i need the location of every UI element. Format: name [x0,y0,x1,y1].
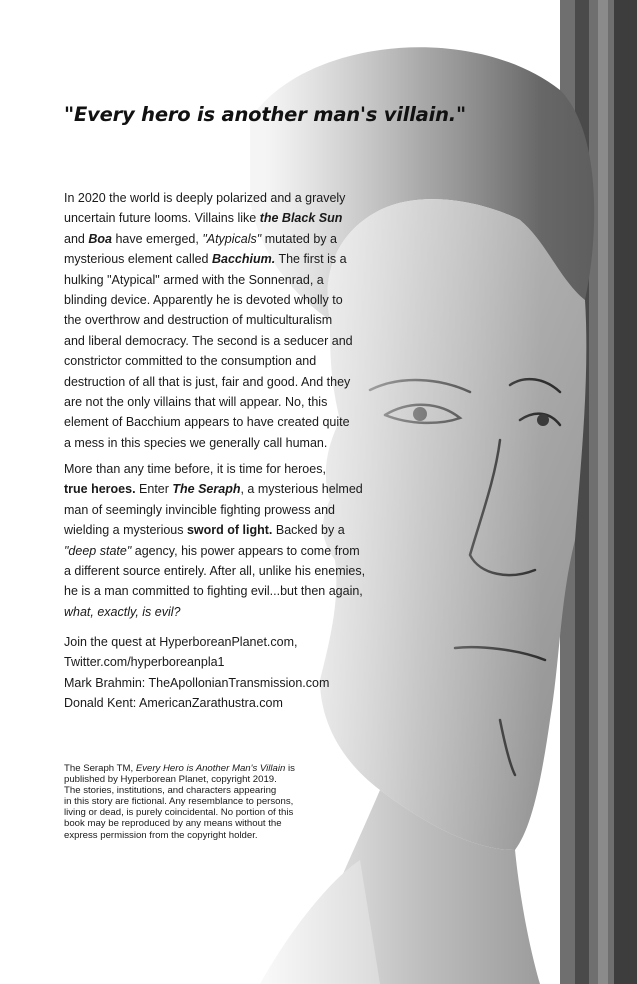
heroes-line-3: man of seemingly invincible fighting prowess and [64,502,335,517]
twitter-link[interactable]: Twitter.com/hyperboreanpla1 [64,655,225,670]
legal-line-7: express permission from the copyright holder. [64,829,258,841]
intro-line-6: blinding device. Apparently he is devoted wholly to [64,293,343,308]
heroes-line-4: wielding a mysterious sword of light. Backed by a [64,523,345,538]
tagline: "Every hero is another man's villain." [64,103,466,126]
heroes-paragraph [64,459,365,622]
deep-state-phrase: "deep state" [64,543,132,558]
intro-line-3: and Boa have emerged, "Atypicals" mutated by a [64,231,337,246]
intro-line-2: uncertain future looms. Villains like the Black Sun [64,211,343,226]
intro-line-8: and liberal democracy. The second is a seducer and [64,333,353,348]
donald-kent-link[interactable]: Donald Kent: AmericanZarathustra.com [64,696,283,711]
join-quest-link[interactable]: Join the quest at HyperboreanPlanet.com, [64,635,298,649]
legal-line-4: in this story are fictional. Any resemblance to persons, [64,796,294,808]
intro-line-11: are not the only villains that will appear. No, this [64,395,328,410]
links-paragraph [64,632,329,714]
intro-line-4: mysterious element called Bacchium. The first is a [64,252,347,267]
legal-line-6: book may be reproduced by any means without the [64,818,282,830]
intro-line-10: destruction of all that is just, fair and good. And they [64,374,351,389]
villain-name-boa: Boa [88,231,112,246]
heroes-line-1: More than any time before, it is time for heroes, [64,462,326,476]
intro-line-7: the overthrow and destruction of multiculturalism [64,313,333,328]
heroes-line-5: "deep state" agency, his power appears to come from [64,543,360,558]
intro-line-1: In 2020 the world is deeply polarized and a gravely [64,191,346,205]
atypicals-term: "Atypicals" [202,231,262,246]
villain-name-black-sun: the Black Sun [259,211,343,226]
book-title: Every Hero is Another Man's Villain [135,763,286,774]
heroes-line-8: what, exactly, is evil? [64,604,181,619]
copyright-notice [64,763,295,841]
legal-line-5: living or dead, is purely coincidental. No portion of this [64,807,294,819]
heroes-line-7: he is a man committed to fighting evil...but then again, [64,584,363,599]
heroes-line-2: true heroes. Enter The Seraph, a mysterious helmed [64,482,363,497]
heroes-line-6: a different source entirely. After all, unlike his enemies, [64,564,366,579]
mark-brahmin-link[interactable]: Mark Brahmin: TheApollonianTransmission.com [64,675,330,690]
intro-line-12: element of Bacchium appears to have created quite [64,415,350,430]
sword-of-light-phrase: sword of light. [186,523,273,538]
true-heroes-phrase: true heroes. [64,482,136,497]
bacchium-term: Bacchium. [211,252,276,267]
seraph-name: The Seraph [172,482,241,497]
legal-line-2: published by Hyperborean Planet, copyright 2019. [64,774,277,786]
legal-line-3: The stories, institutions, and characters appearing [64,785,277,797]
intro-line-5: hulking "Atypical" armed with the Sonnenrad, a [64,272,324,287]
intro-paragraph [64,188,353,453]
legal-line-1: The Seraph TM, Every Hero is Another Man's Villain is [64,763,295,774]
intro-line-13: a mess in this species we generally call human. [64,435,328,450]
intro-line-9: constrictor committed to the consumption and [64,354,317,369]
